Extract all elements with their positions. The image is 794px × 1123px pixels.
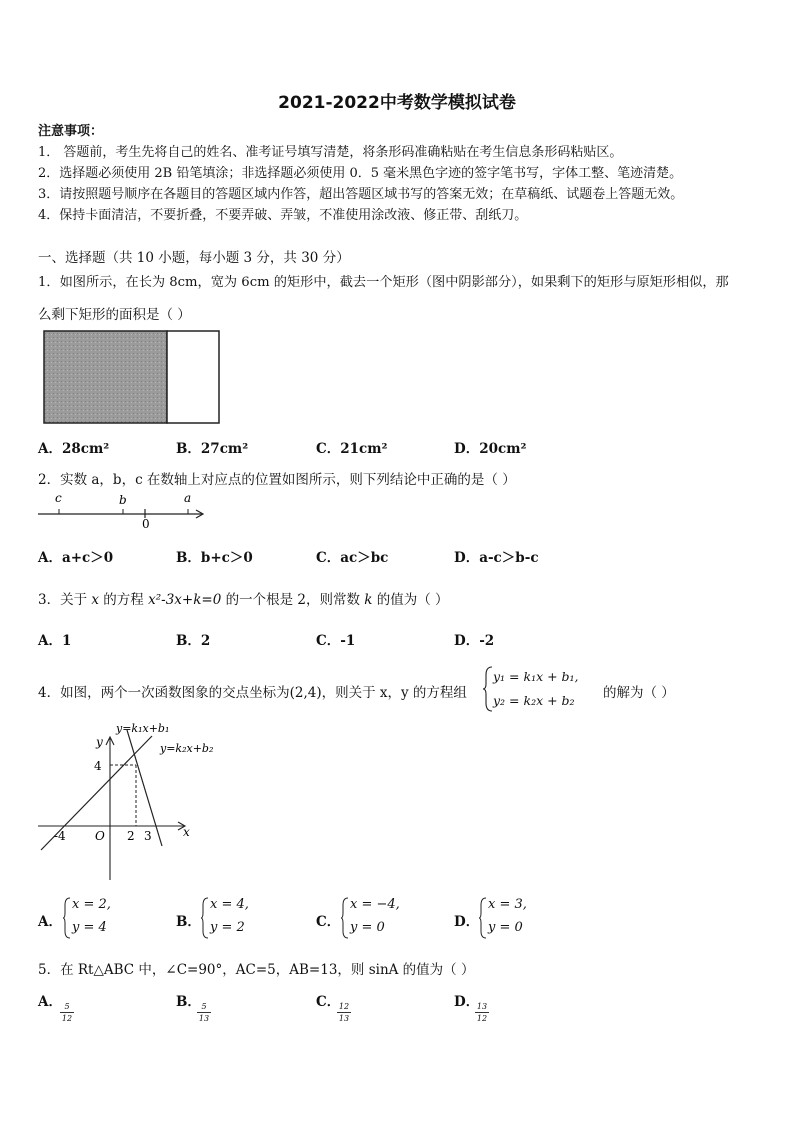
notice-item: 4．保持卡面清洁，不要折叠，不要弄破、弄皱，不准使用涂改液、修正带、刮纸刀。 xyxy=(38,208,528,223)
system-equation-1: y₁ = k₁x + b₁, xyxy=(493,669,579,684)
q3-option-c[interactable]: C．-1 xyxy=(316,633,356,649)
question-1-line-2: 么剩下矩形的面积是（ ） xyxy=(38,307,191,323)
notice-heading: 注意事项： xyxy=(38,124,104,139)
question-1-line-1: 1．如图所示，在长为 8cm，宽为 6cm 的矩形中，截去一个矩形（图中阴影部分），如果剩下的矩形与原矩形相似，那 xyxy=(38,275,729,290)
question-4-end: 的解为（ ） xyxy=(603,685,675,701)
x-tick-2: 2 xyxy=(127,829,135,843)
question-4-text: 4．如图，两个一次函数图象的交点坐标为(2,4)，则关于 x，y 的方程组 xyxy=(38,685,467,701)
zero-label: 0 xyxy=(142,517,150,530)
question-3-text: 3．关于 x 的方程 x²-3x+k=0 的一个根是 2，则常数 k 的值为（ ） xyxy=(38,592,449,608)
y-tick-4: 4 xyxy=(94,759,102,773)
linear-graph xyxy=(34,718,224,883)
x-tick-3: 3 xyxy=(144,829,152,843)
q3-option-d[interactable]: D．-2 xyxy=(454,633,495,649)
q1-option-c[interactable]: C．21cm² xyxy=(316,441,388,457)
q5-option-c[interactable]: C． 12 13 xyxy=(316,994,350,1023)
point-b-label: b xyxy=(119,493,127,507)
q1-option-d[interactable]: D．20cm² xyxy=(454,441,527,457)
line-y1-label: y=k₁x+b₁ xyxy=(116,722,170,735)
notice-item: 2．选择题必须使用 2B 铅笔填涂；非选择题必须使用 0．5 毫米黑色字迹的签字笔书写，字体工整、笔迹清楚。 xyxy=(38,166,683,181)
line-y2-label: y=k₂x+b₂ xyxy=(160,742,214,755)
page-title: 2021-2022中考数学模拟试卷 xyxy=(278,93,516,113)
question-2-text: 2．实数 a，b，c 在数轴上对应点的位置如图所示，则下列结论中正确的是（ ） xyxy=(38,472,516,488)
x-axis-label: x xyxy=(183,825,190,839)
question-5-text: 5．在 Rt△ABC 中，∠C=90°，AC=5，AB=13，则 sinA 的值为（ ） xyxy=(38,962,475,978)
q2-option-c[interactable]: C．ac＞bc xyxy=(316,550,389,566)
q2-option-d[interactable]: D．a-c＞b-c xyxy=(454,550,539,566)
q5-option-b[interactable]: B． 5 13 xyxy=(176,994,210,1023)
x-tick-minus-4: -4 xyxy=(54,829,66,843)
q5-option-d[interactable]: D． 13 12 xyxy=(454,994,488,1023)
q2-option-a[interactable]: A．a+c＞0 xyxy=(38,550,114,566)
q3-option-b[interactable]: B．2 xyxy=(176,633,211,649)
q1-option-b[interactable]: B．27cm² xyxy=(176,441,249,457)
section-heading: 一、选择题（共 10 小题，每小题 3 分，共 30 分） xyxy=(38,250,350,266)
point-c-label: c xyxy=(55,491,62,505)
shaded-rectangle xyxy=(44,331,167,423)
number-line xyxy=(36,488,208,530)
q1-option-a[interactable]: A．28cm² xyxy=(38,441,110,457)
system-equation-2: y₂ = k₂x + b₂ xyxy=(493,693,575,708)
notice-item: 1． 答题前，考生先将自己的姓名、准考证号填写清楚，将条形码准确粘贴在考生信息条形码粘贴区。 xyxy=(38,145,623,160)
q3-option-a[interactable]: A．1 xyxy=(38,633,72,649)
rectangle-figure xyxy=(40,328,230,428)
notice-item: 3．请按照题号顺序在各题目的答题区域内作答，超出答题区域书写的答案无效；在草稿纸、试题卷上答题无效。 xyxy=(38,187,684,202)
point-a-label: a xyxy=(184,491,192,505)
q5-option-a[interactable]: A． 5 12 xyxy=(38,994,73,1023)
y-axis-label: y xyxy=(96,735,103,749)
remaining-rectangle xyxy=(167,331,219,423)
q2-option-b[interactable]: B．b+c＞0 xyxy=(176,550,253,566)
origin-label: O xyxy=(95,829,105,843)
